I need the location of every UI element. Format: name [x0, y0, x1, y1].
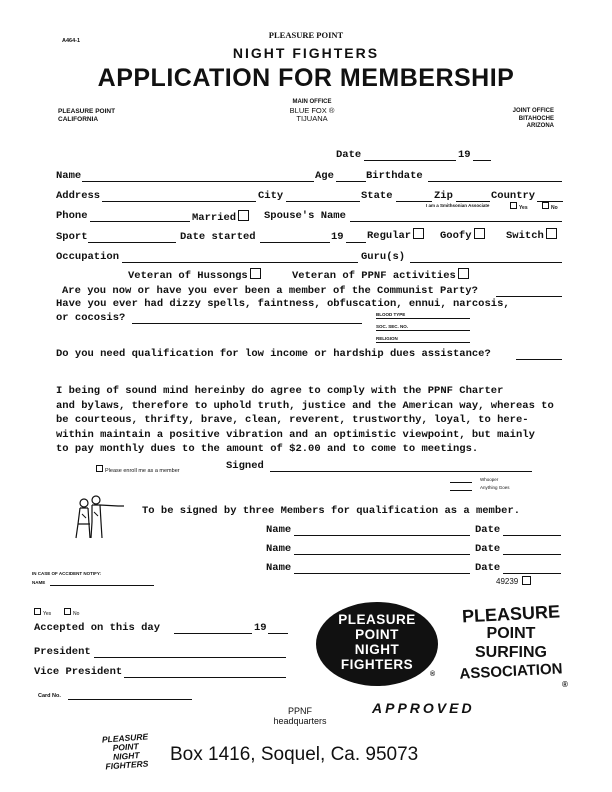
approved-stamp: APPROVED [372, 700, 475, 716]
spouse-line[interactable] [350, 221, 562, 222]
phone-label: Phone [56, 210, 88, 222]
whooper-label: Whooper [480, 477, 499, 482]
emergency-name-line[interactable] [50, 585, 154, 586]
married-checkbox[interactable]: Married [192, 210, 249, 224]
anything-goes-label: Anything Goes [480, 485, 510, 490]
whooper-line[interactable] [450, 482, 472, 483]
serial-number: 49239 [496, 576, 531, 586]
accepted-year: 19 [254, 622, 267, 634]
sport-label: Sport [56, 231, 88, 243]
name-line[interactable] [82, 181, 314, 182]
vice-president-line[interactable] [124, 677, 286, 678]
three-members-note: To be signed by three Members for qualification as a member. [142, 505, 521, 517]
ppnf-oval-logo: PLEASURE POINT NIGHT FIGHTERS [316, 602, 438, 686]
sport-line[interactable] [88, 242, 176, 243]
footer-address: Box 1416, Soquel, Ca. 95073 [170, 744, 419, 765]
country-label: Country [491, 190, 536, 202]
president-line[interactable] [94, 657, 286, 658]
card-no-label: Card No. [38, 693, 61, 699]
name-label: Name [56, 170, 82, 182]
dizzy-question: Have you ever had dizzy spells, faintness, obfuscation, ennui, narcosis, [56, 298, 510, 310]
surfing-association-logo: PLEASURE POINT SURFING ASSOCIATION [459, 601, 563, 683]
zip-line[interactable] [456, 201, 490, 202]
member2-name-line[interactable] [294, 554, 470, 555]
accepted-label: Accepted on this day [34, 622, 161, 634]
goofy-checkbox[interactable]: Goofy [440, 228, 485, 242]
date-year: 19 [458, 149, 471, 161]
org-line: PLEASURE POINT [268, 30, 344, 40]
smithsonian-no[interactable]: No [542, 202, 558, 211]
member1-date-label: Date [475, 524, 501, 536]
accepted-date-line[interactable] [174, 633, 252, 634]
smithsonian-yes[interactable]: Yes [510, 202, 528, 211]
vice-president-label: Vice President [34, 666, 123, 678]
approval-no[interactable]: No [64, 608, 79, 617]
gurus-label: Guru(s) [361, 251, 406, 263]
veteran-ppnf-checkbox[interactable]: Veteran of PPNF activities [292, 268, 469, 282]
member1-name-label: Name [266, 524, 292, 536]
state-line[interactable] [396, 201, 432, 202]
spouse-label: Spouse's Name [264, 210, 346, 222]
ppnf-hq: PPNF headquarters [273, 706, 327, 726]
page-title: APPLICATION FOR MEMBERSHIP [97, 64, 515, 92]
city-line[interactable] [286, 201, 360, 202]
qualification-answer-line[interactable] [516, 359, 562, 360]
phone-line[interactable] [90, 221, 190, 222]
date-year-line[interactable] [473, 160, 491, 161]
dizzy-question-cont: or cocosis? [56, 312, 126, 324]
signed-label: Signed [226, 460, 264, 472]
member1-date-line[interactable] [503, 535, 561, 536]
zip-label: Zip [434, 190, 453, 202]
religion-line[interactable] [376, 342, 470, 343]
member2-date-label: Date [475, 543, 501, 555]
registered-mark: ® [430, 671, 436, 678]
registered-mark-association: ® [562, 680, 568, 689]
address-line[interactable] [102, 201, 256, 202]
small-ppnf-logo: PLEASURE POINT NIGHT FIGHTERS [101, 731, 149, 772]
date-started-line[interactable] [260, 242, 330, 243]
member3-date-line[interactable] [503, 573, 561, 574]
anything-goes-line[interactable] [450, 490, 472, 491]
occupation-label: Occupation [56, 251, 120, 263]
figures-illustration [70, 494, 130, 544]
date-line[interactable] [364, 160, 456, 161]
member1-name-line[interactable] [294, 535, 470, 536]
accepted-year-line[interactable] [268, 633, 288, 634]
qualification-question: Do you need qualification for low income or hardship dues assistance? [56, 348, 491, 360]
emergency-name-label: NAME [32, 580, 46, 585]
state-label: State [361, 190, 393, 202]
veteran-hussongs-checkbox[interactable]: Veteran of Hussongs [128, 268, 261, 282]
soc-sec-label: SOC. SEC. NO. [376, 324, 409, 329]
member3-date-label: Date [475, 562, 501, 574]
date-label: Date [336, 149, 362, 161]
date-started-year-line[interactable] [346, 242, 366, 243]
president-label: President [34, 646, 91, 658]
date-started-label: Date started [180, 231, 256, 243]
birthdate-label: Birthdate [366, 170, 423, 182]
emergency-label: IN CASE OF ACCIDENT NOTIFY: [32, 571, 101, 576]
form-number: A464-1 [62, 38, 81, 44]
city-label: City [258, 190, 284, 202]
date-started-year: 19 [331, 231, 344, 243]
gurus-line[interactable] [410, 262, 562, 263]
member3-name-label: Name [266, 562, 292, 574]
member2-date-line[interactable] [503, 554, 561, 555]
left-office: PLEASURE POINT CALIFORNIA [58, 108, 116, 123]
age-label: Age [315, 170, 334, 182]
form-subtitle: NIGHT FIGHTERS [232, 45, 380, 61]
signature-line[interactable] [270, 471, 532, 472]
blood-type-label: BLOOD TYPE [376, 312, 406, 317]
communist-question: Are you now or have you ever been a member of the Communist Party? [62, 285, 478, 297]
joint-office: JOINT OFFICE BITAHOCHE ARIZONA [512, 108, 554, 129]
address-label: Address [56, 190, 101, 202]
switch-checkbox[interactable]: Switch [506, 228, 557, 242]
member3-name-line[interactable] [294, 573, 470, 574]
soc-sec-line[interactable] [376, 330, 470, 331]
age-line[interactable] [336, 181, 366, 182]
regular-checkbox[interactable]: Regular [367, 228, 424, 242]
approval-yes[interactable]: Yes [34, 608, 51, 617]
enroll-checkbox[interactable]: Please enroll me as a member [96, 465, 180, 474]
occupation-line[interactable] [122, 262, 358, 263]
dizzy-answer-line[interactable] [132, 323, 362, 324]
blood-type-line[interactable] [376, 318, 470, 319]
card-no-line[interactable] [68, 699, 192, 700]
smithsonian-label: I am a Smithsonian Associate [426, 203, 490, 208]
religion-label: RELIGION [376, 336, 398, 341]
communist-answer-line[interactable] [496, 296, 562, 297]
member2-name-label: Name [266, 543, 292, 555]
birthdate-line[interactable] [428, 181, 562, 182]
agreement-text: I being of sound mind hereinby do agree to comply with the PPNF Charter and bylaws, therefore to uphold truth, justice and the American way, whereas to be courteous, thrifty, brave, clean, reverent, trustworthy, loyal, to here- within maintain a positive vibration and an optimistic viewpoint, but mainly to pay monthly dues to the amount of $2.00 and to come to meetings. [56, 385, 554, 456]
main-office: MAIN OFFICE BLUE FOX ® TIJUANA [289, 99, 335, 123]
